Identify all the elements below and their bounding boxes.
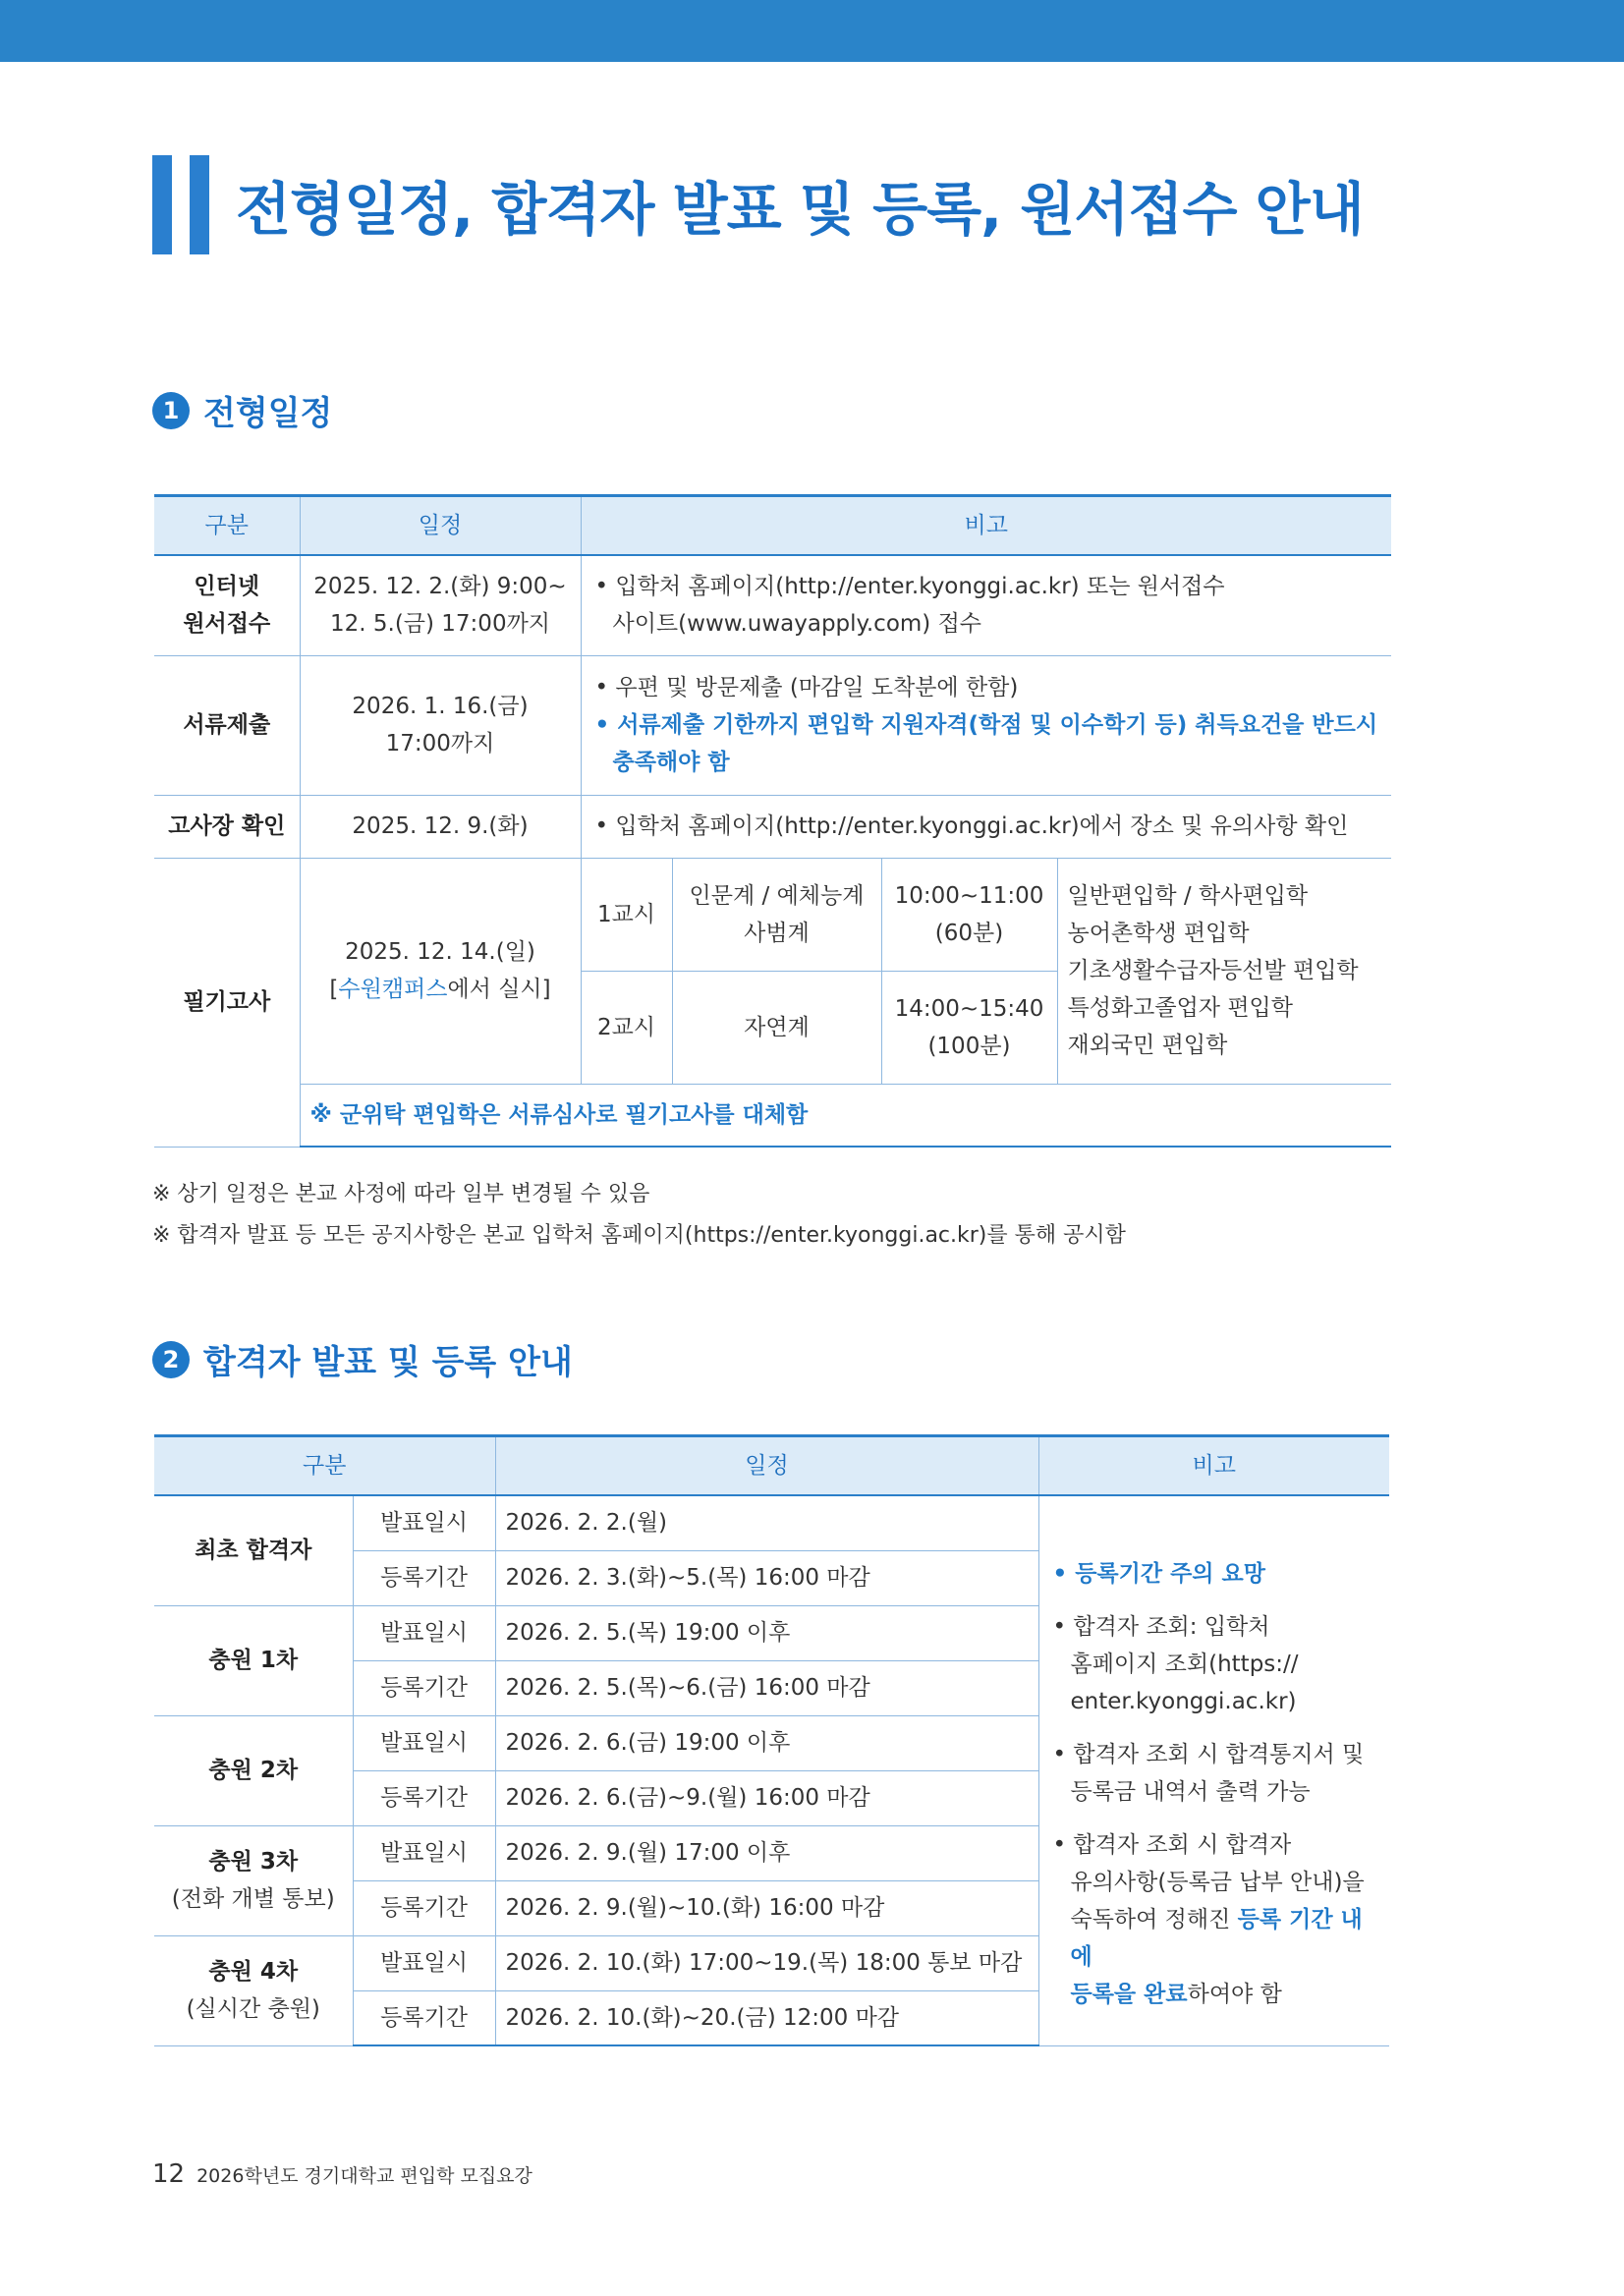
row-date: 2026. 1. 16.(금) 17:00까지 — [300, 655, 581, 795]
page-number: 12 — [152, 2159, 186, 2189]
announce-date: 2026. 2. 10.(화) 17:00~19.(목) 18:00 통보 마감 — [495, 1935, 1038, 1990]
time-cell: 10:00~11:00 (60분) — [881, 858, 1057, 971]
section-title: 전형일정 — [203, 394, 333, 433]
announce-date: 2026. 2. 2.(월) — [495, 1495, 1038, 1550]
time-cell: 14:00~15:40 (100분) — [881, 971, 1057, 1084]
campus-name: 수원캠퍼스 — [338, 977, 448, 1002]
table-row — [154, 655, 1391, 795]
sub-label: 발표일시 — [353, 1715, 495, 1770]
row-date: 2025. 12. 9.(화) — [300, 795, 581, 858]
register-period: 2026. 2. 5.(목)~6.(금) 16:00 마감 — [495, 1660, 1038, 1715]
register-period: 2026. 2. 9.(월)~10.(화) 16:00 마감 — [495, 1880, 1038, 1935]
header-remarks: 비고 — [581, 496, 1391, 556]
group-label: 충원 1차 — [154, 1605, 353, 1715]
page-title: 전형일정, 합격자 발표 및 등록, 원서접수 안내 — [236, 176, 1364, 243]
table-row — [154, 795, 1391, 858]
header-remarks: 비고 — [1038, 1436, 1389, 1496]
document-title: 2026학년도 경기대학교 편입학 모집요강 — [196, 2165, 532, 2187]
sub-label: 등록기간 — [353, 1770, 495, 1825]
military-note: ※ 군위탁 편입학은 서류심사로 필기고사를 대체함 — [300, 1084, 1391, 1147]
header-category: 구분 — [154, 496, 300, 556]
admission-types: 일반편입학 / 학사편입학 농어촌학생 편입학 기초생활수급자등선발 편입학 특성화고졸업자 편입학 재외국민 편입학 — [1057, 858, 1391, 1084]
schedule-note: ※ 상기 일정은 본교 사정에 따라 일부 변경될 수 있음 — [152, 1182, 650, 1206]
sub-label: 발표일시 — [353, 1825, 495, 1880]
section-title: 합격자 발표 및 등록 안내 — [203, 1343, 573, 1382]
group-label: 충원 2차 — [154, 1715, 353, 1825]
section-2-heading — [152, 1335, 573, 1383]
row-remarks: • 우편 및 방문제출 (마감일 도착분에 한함) • 서류제출 기한까지 편입학 지원자격(학점 및 이수학기 등) 취득요건을 반드시 충족해야 함 — [581, 655, 1391, 795]
sub-label: 등록기간 — [353, 1550, 495, 1605]
schedule-table — [154, 494, 1391, 1148]
sub-label: 발표일시 — [353, 1935, 495, 1990]
period-cell: 1교시 — [581, 858, 672, 971]
page-footer — [152, 2159, 532, 2189]
row-label: 인터넷 원서접수 — [154, 555, 300, 655]
title-bar-icon — [152, 155, 209, 254]
table-header-row — [154, 1436, 1389, 1496]
section-number-badge: 1 — [152, 392, 190, 429]
register-period: 2026. 2. 3.(화)~5.(목) 16:00 마감 — [495, 1550, 1038, 1605]
results-remarks: • 등록기간 주의 요망 • 합격자 조회: 입학처 홈페이지 조회(https:// enter.kyonggi.ac.kr) • 합격자 조회 시 합격통지서 및 등록금 내역서 출력 가능 • 합격자 조회 시 합격자 유의사항(등록금 납부 안내)을 숙독하여 정해진 등록 기간 내에 등록을 완료하여야 함 — [1038, 1495, 1389, 2045]
group-label: 충원 4차 (실시간 충원) — [154, 1935, 353, 2045]
table-row — [154, 555, 1391, 655]
group-label: 최초 합격자 — [154, 1495, 353, 1605]
top-banner — [0, 0, 1624, 62]
row-remarks: • 입학처 홈페이지(http://enter.kyonggi.ac.kr)에서 장소 및 유의사항 확인 — [581, 795, 1391, 858]
header-schedule: 일정 — [300, 496, 581, 556]
sub-label: 발표일시 — [353, 1495, 495, 1550]
row-label: 서류제출 — [154, 655, 300, 795]
period-cell: 2교시 — [581, 971, 672, 1084]
table-row — [154, 1084, 1391, 1147]
row-remarks: • 입학처 홈페이지(http://enter.kyonggi.ac.kr) 또는 원서접수 사이트(www.uwayapply.com) 접수 — [581, 555, 1391, 655]
schedule-note: ※ 합격자 발표 등 모든 공지사항은 본교 입학처 홈페이지(https://enter.kyonggi.ac.kr)를 통해 공시함 — [152, 1223, 1126, 1248]
sub-label: 등록기간 — [353, 1660, 495, 1715]
announce-date: 2026. 2. 5.(목) 19:00 이후 — [495, 1605, 1038, 1660]
table-row — [154, 1495, 1389, 1550]
sub-label: 등록기간 — [353, 1990, 495, 2045]
header-category: 구분 — [154, 1436, 495, 1496]
results-table — [154, 1434, 1389, 2046]
row-label: 고사장 확인 — [154, 795, 300, 858]
sub-label: 발표일시 — [353, 1605, 495, 1660]
field-cell: 인문계 / 예체능계 사범계 — [672, 858, 881, 971]
section-number-badge: 2 — [152, 1341, 190, 1378]
table-header-row — [154, 496, 1391, 556]
register-period: 2026. 2. 6.(금)~9.(월) 16:00 마감 — [495, 1770, 1038, 1825]
row-date: 2025. 12. 2.(화) 9:00~ 12. 5.(금) 17:00까지 — [300, 555, 581, 655]
section-1-heading — [152, 386, 332, 434]
header-schedule: 일정 — [495, 1436, 1038, 1496]
group-label: 충원 3차 (전화 개별 통보) — [154, 1825, 353, 1935]
row-date: 2025. 12. 14.(일) [수원캠퍼스에서 실시] — [300, 858, 581, 1084]
sub-label: 등록기간 — [353, 1880, 495, 1935]
register-period: 2026. 2. 10.(화)~20.(금) 12:00 마감 — [495, 1990, 1038, 2045]
table-row — [154, 858, 1391, 971]
announce-date: 2026. 2. 9.(월) 17:00 이후 — [495, 1825, 1038, 1880]
field-cell: 자연계 — [672, 971, 881, 1084]
announce-date: 2026. 2. 6.(금) 19:00 이후 — [495, 1715, 1038, 1770]
row-label: 필기고사 — [154, 858, 300, 1147]
